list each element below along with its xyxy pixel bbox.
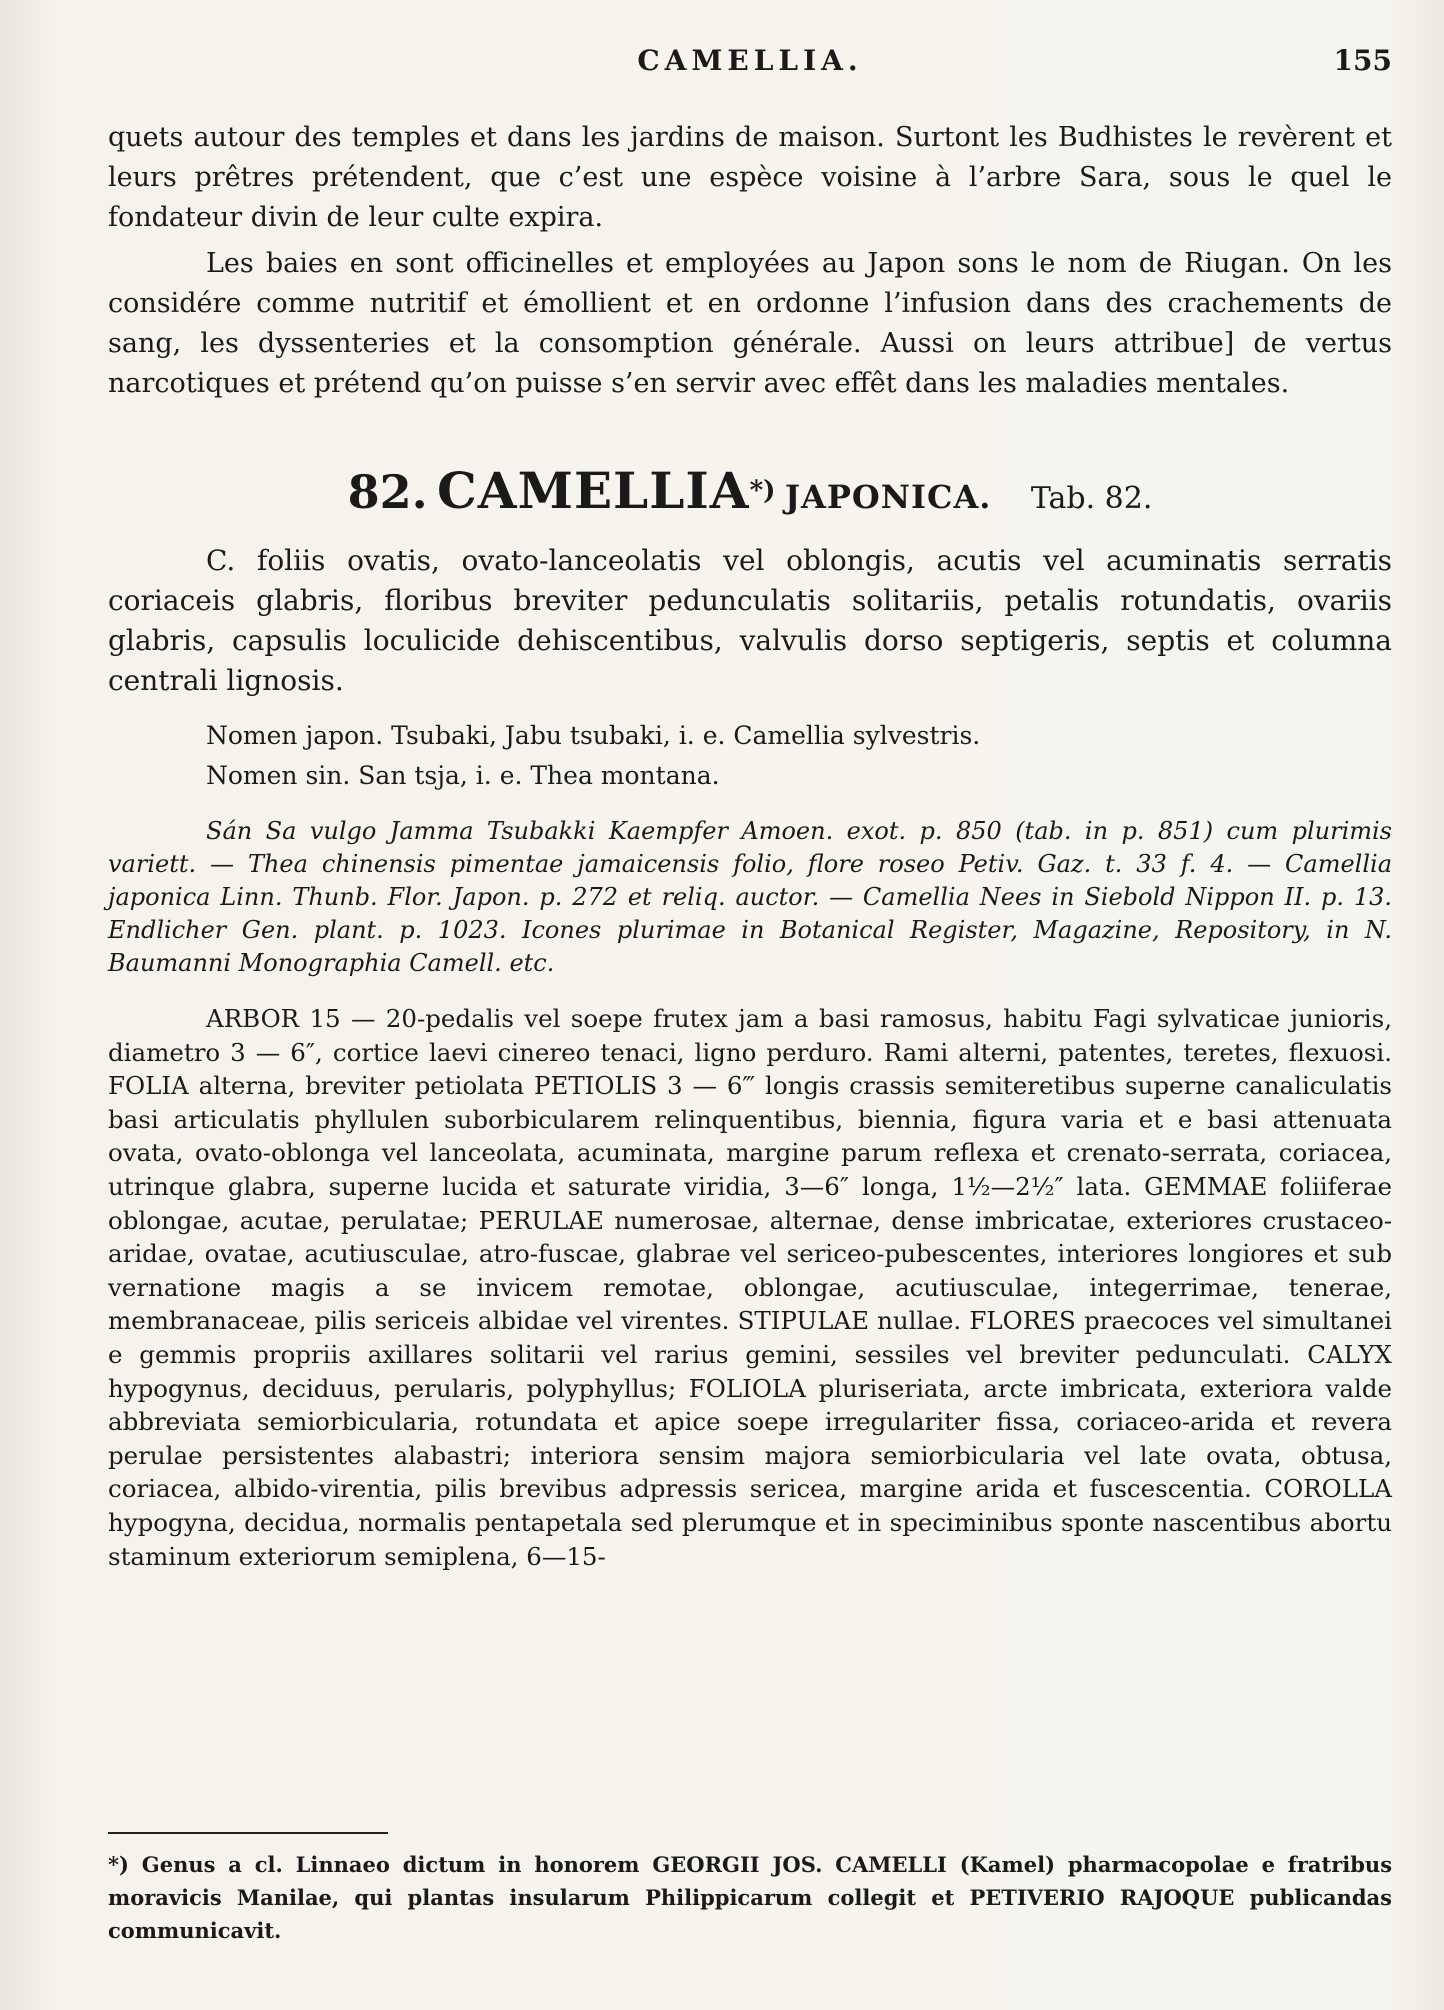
diagnosis: C. foliis ovatis, ovato-lanceolatis vel oblongis, acutis vel acuminatis serratis coriaceis glabris, floribus breviter pedunculatis solitariis, petalis rotundatis, ovariis glabris, capsulis loculicide dehiscentibus, valvulis dorso septigeris, septis et columna centrali lignosis. xyxy=(108,544,1392,697)
footnote-marker-bottom: *) xyxy=(108,1852,129,1877)
intro-paragraph-2: Les baies en sont officinelles et employées au Japon sons le nom de Riugan. On les considére comme nutritif et émollient et en ordonne l’infusion dans des crachements de sang, les dyssenteries et la consomption générale. Aussi on leurs attribue] de vertus narcotiques et prétend qu’on puisse s’en servir avec effêt dans les maladies mentales. xyxy=(108,248,1392,399)
description: ARBOR 15 — 20-pedalis vel soepe frutex jam a basi ramosus, habitu Fagi sylvaticae junioris, diametro 3 — 6″, cortice laevi cinereo tenaci, ligno perduro. Rami alterni, patentes, teretes, flexuosi. FOLIA alterna, breviter petiolata PETIOLIS 3 — 6‴ longis crassis semiteretibus superne canaliculatis basi articulatis phyllulen suborbicularem relinquentibus, biennia, figura varia et e basi attenuata ovata, ovato-oblonga vel lanceolata, acuminata, margine parum reflexa et crenato-serrata, coriacea, utrinque glabra, superne lucida et saturate viridia, 3—6″ longa, 1½—2½″ lata. GEMMAE foliiferae oblongae, acutae, perulatae; PERULAE numerosae, alternae, dense imbricatae, exteriores crustaceo-aridae, ovatae, acutiusculae, atro-fuscae, glabrae vel sericeo-pubescentes, interiores longiores et sub vernatione magis a se invicem remotae, oblongae, acutiusculae, integerrimae, tenerae, membranaceae, pilis sericeis albidae vel virentes. STIPULAE nullae. FLORES praecoces vel simultanei e gemmis propriis axillares solitarii vel rarius gemini, sessiles vel breviter pedunculati. CALYX hypogynus, deciduus, perularis, polyphyllus; FOLIOLA pluriseriata, arcte imbricata, exteriora valde abbreviata semiorbicularia, rotundata et apice soepe irregulariter fissa, coriaceo-arida et revera perulae persistentes alabastri; interiora sensim majora semiorbicularia vel late ovata, obtusa, coriacea, albido-virentia, pilis brevibus adpressis sericea, margine arida et fuscescentia. COROLLA hypogyna, decidua, normalis pentapetala sed plerumque et in speciminibus sponte nascentibus abortu staminum exteriorum semiplena, 6—15- xyxy=(108,1004,1392,1571)
chinese-name: Nomen sin. San tsja, i. e. Thea montana. xyxy=(206,761,720,790)
running-title: CAMELLIA. xyxy=(637,44,863,77)
footnote-rule xyxy=(108,1832,388,1834)
synonymy: Sán Sa vulgo Jamma Tsubakki Kaempfer Amoen. exot. p. 850 (tab. in p. 851) cum plurimis variett. — Thea chinensis pimentae jamaicensis folio, flore roseo Petiv. Gaz. t. 33 f. 4. — Camellia japonica Linn. Thunb. Flor. Japon. p. 272 et reliq. auctor. — Camellia Nees in Siebold Nippon II. p. 13. Endlicher Gen. plant. p. 1023. Icones plurimae in Botanical Register, Magazine, Repository, in N. Baumanni Monographia Camell. etc. xyxy=(108,817,1392,977)
species-epithet: JAPONICA. xyxy=(784,478,992,516)
page-header xyxy=(108,44,1392,84)
page-body xyxy=(108,118,1392,1573)
footnote-marker: *) xyxy=(749,476,776,506)
intro-paragraph-1: quets autour des temples et dans les jardins de maison. Surtont les Budhistes le revèrent et leurs prêtres prétendent, que c’est une espèce voisine à l’arbre Sara, sous le quel le fondateur divin de leur culte expira. xyxy=(108,122,1392,233)
footnote-text: Genus a cl. Linnaeo dictum in honorem GEORGII JOS. CAMELLI (Kamel) pharmacopolae e fratribus moravicis Manilae, qui plantas insularum Philippicarum collegit et PETIVERIO RAJOQUE publicandas communicavit. xyxy=(108,1852,1393,1943)
species-number: 82. xyxy=(347,465,428,519)
plate-reference: Tab. 82. xyxy=(1030,481,1153,516)
footnote xyxy=(108,1848,1392,1947)
species-heading xyxy=(108,461,1392,527)
genus-name: CAMELLIA xyxy=(437,461,750,520)
japanese-name: Nomen japon. Tsubaki, Jabu tsubaki, i. e. Camellia sylvestris. xyxy=(206,721,981,750)
page-number: 155 xyxy=(1333,44,1392,77)
